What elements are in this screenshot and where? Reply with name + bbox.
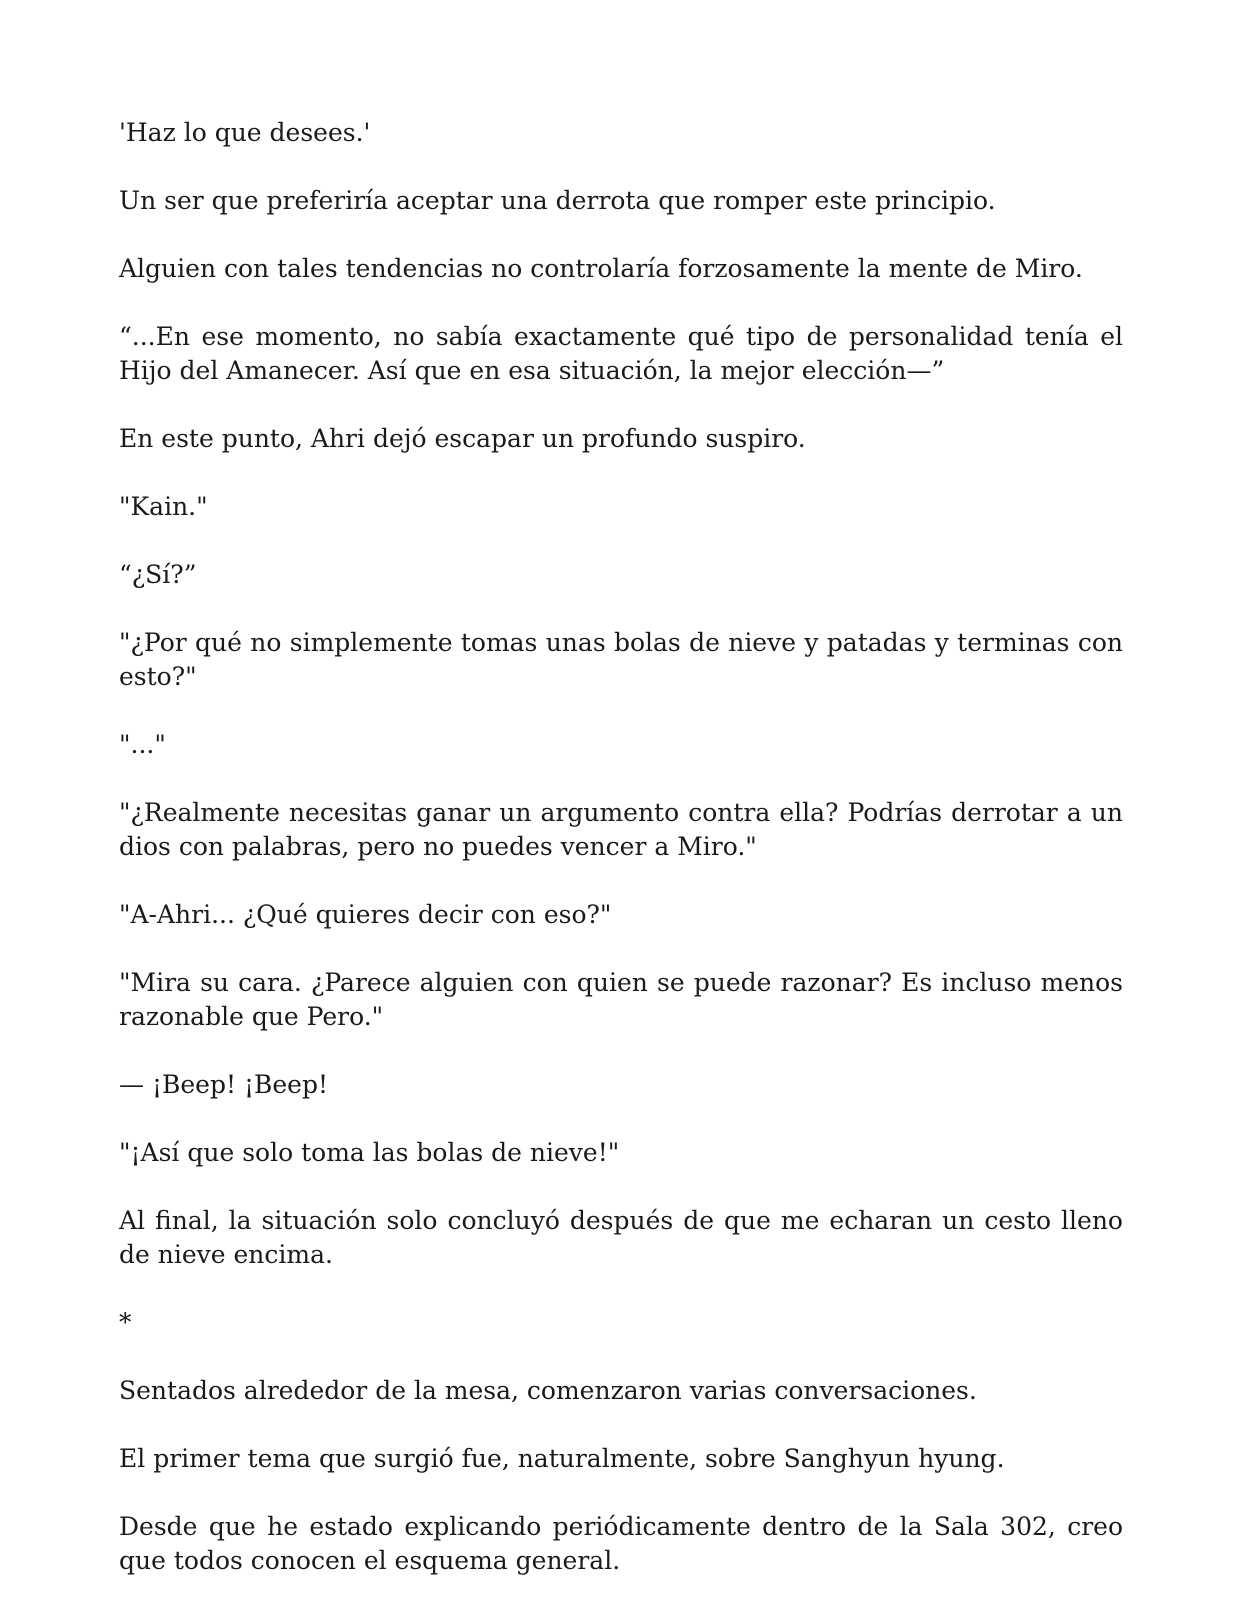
- paragraph: — ¡Beep! ¡Beep!: [119, 1070, 329, 1099]
- paragraph: "A-Ahri... ¿Qué quieres decir con eso?": [119, 900, 612, 929]
- paragraph: Un ser que preferiría aceptar una derrota que romper este principio.: [119, 186, 996, 215]
- paragraph: Al final, la situación solo concluyó después de que me echaran un cesto lleno de nieve encima.: [119, 1206, 1123, 1269]
- paragraph: Sentados alrededor de la mesa, comenzaron varias conversaciones.: [119, 1376, 977, 1405]
- paragraph: "Kain.": [119, 492, 208, 521]
- paragraph: "Mira su cara. ¿Parece alguien con quien se puede razonar? Es incluso menos razonable que Pero.": [119, 968, 1123, 1031]
- scene-break: *: [119, 1308, 132, 1337]
- paragraph: “¿Sí?”: [119, 560, 197, 589]
- paragraph: 'Haz lo que desees.': [119, 118, 371, 147]
- paragraph: “...En ese momento, no sabía exactamente qué tipo de personalidad tenía el Hijo del Amanecer. Así que en esa situación, la mejor elección—”: [119, 322, 1123, 385]
- paragraph: "...": [119, 730, 166, 759]
- paragraph: "¿Realmente necesitas ganar un argumento contra ella? Podrías derrotar a un dios con palabras, pero no puedes vencer a Miro.": [119, 798, 1123, 861]
- paragraph: Desde que he estado explicando periódicamente dentro de la Sala 302, creo que todos conocen el esquema general.: [119, 1512, 1123, 1575]
- paragraph: En este punto, Ahri dejó escapar un profundo suspiro.: [119, 424, 806, 453]
- paragraph: "¡Así que solo toma las bolas de nieve!": [119, 1138, 620, 1167]
- paragraph: "¿Por qué no simplemente tomas unas bolas de nieve y patadas y terminas con esto?": [119, 628, 1123, 691]
- document-page: [119, 116, 1123, 1578]
- paragraph: El primer tema que surgió fue, naturalmente, sobre Sanghyun hyung.: [119, 1444, 1005, 1473]
- paragraph: Alguien con tales tendencias no controlaría forzosamente la mente de Miro.: [119, 254, 1083, 283]
